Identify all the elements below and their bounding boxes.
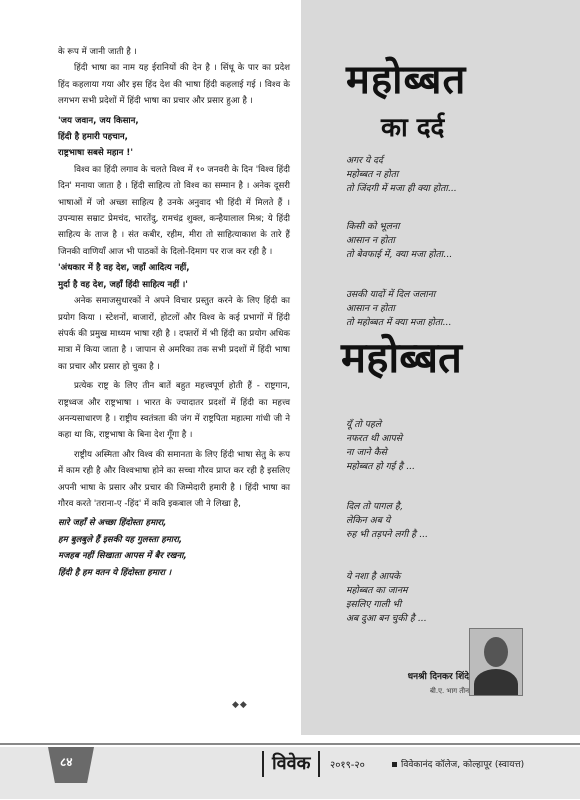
poem-line: तो बेवफाई में, क्या मजा होता... (346, 249, 452, 260)
slogan-line: राष्ट्रभाषा सबसे महान !' (58, 148, 133, 159)
author-photo (469, 628, 523, 696)
slogan-line: हिंदी है हमारी पहचान, (58, 132, 128, 143)
article-column (58, 44, 290, 581)
poem-line: आसान न होता (346, 235, 395, 246)
page-number: ८४ (60, 755, 73, 769)
poem-line: लेकिन अब ये (346, 515, 391, 526)
couplet-line: मजहब नहीं सिखाता आपस में बैर रखना, (58, 551, 187, 562)
poem-title: महोब्बत (341, 333, 463, 382)
article-paragraph: विश्व का हिंदी लगाव के चलते विश्व में १० जनवरी के दिन 'विश्व हिंदी दिन' मनाया जाता है । हिंदी साहित्य तो विश्व का सम्मान है । अनेक दूसरी भाषाओं में जो अच्छा साहित्य है उनके अनुवाद भी हिंदी में मिलते हैं । उपन्यास सम्राट प्रेमचंद, भारतेंदु, रामचंद्र शुक्ल, कन्हैयालाल मिश्र; ये हिंदी साहित्य के ताज है । संत कबीर, रहीम, मीरा तो साहित्याकाश के तारे हैं जिनकी वाणियाँ आज भी पाठकों के दिलो-दिमाग पर राज कर रही है । (58, 164, 290, 257)
divider-icon (318, 751, 320, 777)
poem-stanza (346, 288, 451, 330)
verse-line: 'अंधकार में है वह देश, जहाँ आदित्य नहीं, (58, 263, 190, 274)
poem-line: अब दुआ बन चुकी है ... (346, 613, 427, 624)
poem-line: रुह भी तड़पने लगी है ... (346, 529, 428, 540)
couplet-line: सारे जहाँ से अच्छा हिंदोस्ता हमारा, (58, 518, 167, 529)
poem-line: महोब्बत हो गई है ... (346, 461, 415, 472)
poem-line: दिल तो पागल है, (346, 501, 403, 512)
poem-line: ये नशा है आपके (346, 571, 401, 582)
divider-icon (262, 751, 264, 777)
article-paragraph: के रूप में जानी जाती है । (58, 47, 137, 57)
article-paragraph: हिंदी भाषा का नाम यह ईरानियों की देन है । सिंधू के पार का प्रदेश हिंद कहलाया गया और इस हिंद देश की भाषा हिंदी कहलाई गई । विश्व के लगभग सभी प्रदेशों में हिंदी भाषा का प्रचार और प्रसार हुआ है । (58, 63, 290, 107)
poem-line: ना जाने कैसे (346, 447, 387, 458)
poem-subtitle: का दर्द (381, 113, 445, 143)
poem-line: नफरत थी आपसे (346, 433, 403, 444)
couplet-line: हिंदी है हम वतन ये हिंदोस्ता हमारा । (58, 567, 172, 578)
author-name: धनश्री दिनकर शिंदे (407, 672, 469, 682)
article-paragraph: अनेक समाजसुधारकों ने अपने विचार प्रस्तुत करने के लिए हिंदी का प्रयोग किया । स्टेशनों, बाजारों, होटलों और विश्व के कई प्रभागों में हिंदी संपर्क की प्रमुख माध्यम भाषा रही है । दफ्तरों में भी हिंदी का प्रयोग अधिक मात्रा में किया जाता है । जापान से अमरिका तक सभी प्रदशों में हिंदी भाषा का प्रचार और प्रसार हो चुका है । (58, 296, 290, 372)
page-footer (0, 735, 580, 800)
article-paragraph: राष्ट्रीय अस्मिता और विश्व की समानता के लिए हिंदी भाषा सेतु के रूप में काम रही है और विश्वभाषा होने का सच्चा गौरव प्राप्त कर रही है इसलिए अपनी भाषा के प्रसार और प्रचार की जिम्मेदारी हमारी है । हिंदी भाषा का गौरव करते 'तराना-ए -हिंद' में कवि इकबाल जी ने लिखा है, (58, 449, 290, 509)
bullet-square-icon (392, 762, 397, 767)
poem-line: अगर ये दर्द (346, 155, 383, 166)
poem-line: किसी को भूलना (346, 221, 400, 232)
poem-title: महोब्बत (346, 56, 467, 103)
verse-line: मुर्दा है वह देश, जहाँ हिंदी साहित्य नहीं ।' (58, 279, 188, 290)
poem-line: तो महोब्बत में क्या मजा होता... (346, 317, 452, 328)
poem-line: महोब्बत न होता (346, 169, 399, 180)
poem-line: इसलिए गाली भी (346, 599, 402, 610)
poem-stanza (346, 220, 452, 262)
college-label: विवेकानंद कॉलेज, कोल्हापूर (स्वायत्त) (401, 760, 525, 770)
couplet-line: हम बुलबुले हैं इसकी यह गुलस्ता हमारा, (58, 534, 183, 545)
poem-line: आसान न होता (346, 303, 395, 314)
end-mark: ◆◆ (232, 700, 248, 710)
poem-line: तो जिंदगी में मजा ही क्या होता... (346, 183, 457, 194)
poem-stanza (346, 154, 456, 196)
poem-line: यूँ तो पहले (346, 419, 382, 430)
poems-panel (301, 0, 580, 735)
poem-stanza (346, 570, 426, 626)
slogan-line: 'जय जवान, जय किसान, (58, 115, 139, 126)
issue-year: २०१९-२० (330, 760, 365, 771)
footer-divider (0, 743, 580, 745)
poem-stanza (346, 500, 428, 542)
poem-line: महोब्बत का जानम (346, 585, 408, 596)
magazine-name: विवेक (272, 753, 311, 774)
poem-stanza (346, 418, 415, 474)
college-name (392, 757, 524, 770)
author-class: बी.ए. भाग तीन (430, 687, 469, 695)
article-paragraph: प्रत्येक राष्ट्र के लिए तीन बातें बहुत महत्त्वपूर्ण होती हैं - राष्ट्रगान, राष्ट्रध्वज और राष्ट्रभाषा । भारत के ज्यादातर प्रदशों में हिंदी का महत्त्व अनन्यसाधारण है । राष्ट्रीय स्वतंत्रता की जंग में राष्ट्रपिता महात्मा गांधी जी ने कहा था कि, राष्ट्रभाषा के बिना देश गूँगा है । (58, 381, 290, 441)
poem-line: उसकी यादों में दिल जलाना (346, 289, 436, 300)
